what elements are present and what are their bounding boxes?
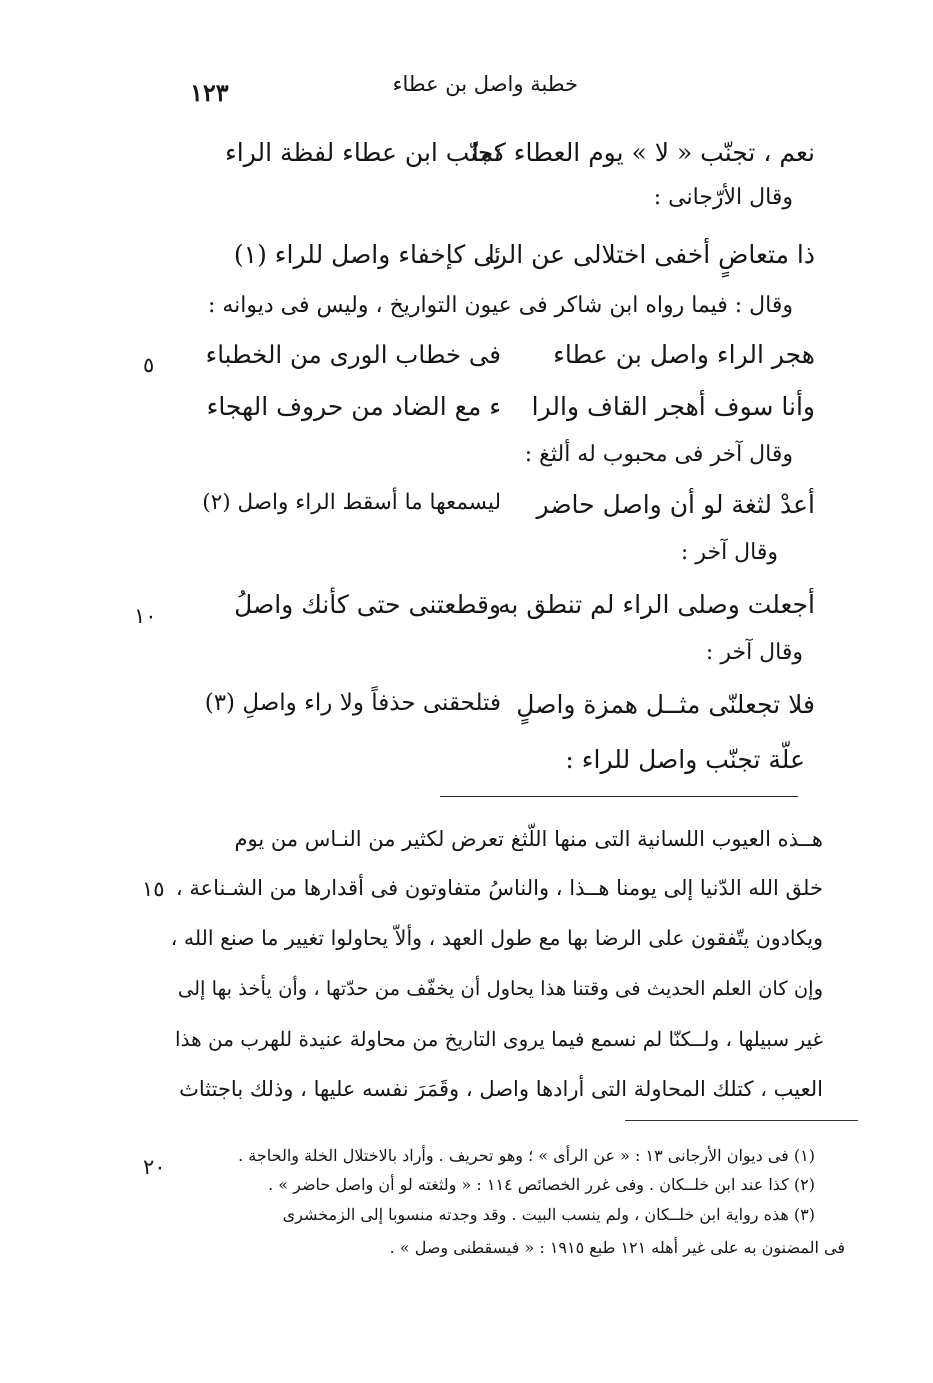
verse-3-first-hemistich: هجر الراء واصل بن عطاء xyxy=(553,340,815,369)
paragraph-line: هــذه العيوب اللسانية التى منها اللّثغ تعرض لكثير من النـاس من يوم xyxy=(234,827,823,851)
footnote-2: (٢) كذا عند ابن خلــكان . وفى غرر الخصائص ١١٤ : « ولثغته لو أن واصل حاضر » . xyxy=(268,1175,815,1194)
footnote-3-continuation: فى المضنون به على غير أهله ١٢١ طبع ١٩١٥ : « فيسقطنى وصل » . xyxy=(389,1238,845,1257)
section-divider xyxy=(440,796,798,797)
paragraph-line: غير سبيلها ، ولــكنّا لم نسمع فيما يروى التاريخ من محاولة عنيدة للهرب من هذا xyxy=(175,1027,823,1051)
verse-7-first-hemistich: فلا تجعلنّى مثــل همزة واصلٍ xyxy=(516,690,815,719)
footnote-3: (٣) هذه رواية ابن خلــكان ، ولم ينسب البيت . وقد وجدته منسوبا إلى الزمخشرى xyxy=(282,1205,815,1224)
paragraph-line: العيب ، كتلك المحاولة التى أرادها واصل ، وقَمَرَ نفسه عليها ، وذلك باجتثاث xyxy=(179,1077,823,1101)
paragraph-line: خلق الله الدّنيا إلى يومنا هــذا ، والناسُ متفاوتون فى أقدارها من الشـناعة ، xyxy=(175,876,823,900)
line-number: ٢٠ xyxy=(143,1155,166,1179)
verse-5-second-hemistich: ليسمعها ما أسقط الراء واصل (٢) xyxy=(202,490,501,515)
verse-3-second-hemistich: فى خطاب الورى من الخطباء xyxy=(205,340,501,369)
verse-2-first-hemistich: ذا متعاضٍ أخفى اختلالى عن الرا xyxy=(487,240,815,269)
footnote-1: (١) فى ديوان الأرجانى ١٣ : « عن الرأى » ؛ وهو تحريف . وأراد بالاختلال الخلة والحاجة . xyxy=(238,1146,815,1165)
verse-intro: وقال : فيما رواه ابن شاكر فى عيون التواريخ ، وليس فى ديوانه : xyxy=(207,293,793,318)
verse-5-first-hemistich: أعدْ لثغة لو أن واصل حاضر xyxy=(536,490,815,519)
paragraph-line: وإن كان العلم الحديث فى وقتنا هذا يحاول أن يخفّف من حدّتها ، وأن يأخذ بها إلى xyxy=(177,977,823,1000)
verse-1-first-hemistich: نعم ، تجنّب « لا » يوم العطاء كما xyxy=(471,138,815,167)
verse-6-first-hemistich: أجعلت وصلى الراء لم تنطق به xyxy=(498,590,815,619)
running-title: خطبة واصل بن عطاء xyxy=(392,72,578,96)
line-number: ١٠ xyxy=(134,604,157,628)
section-heading: علّة تجنّب واصل للراء : xyxy=(565,745,805,774)
verse-6-second-hemistich: وقطعتنى حتى كأنك واصلُ xyxy=(234,590,501,619)
verse-intro: وقال آخر : xyxy=(680,540,778,565)
page-number: ١٢٣ xyxy=(190,78,229,107)
verse-intro: وقال الأرّجانى : xyxy=(653,185,793,210)
verse-1-second-hemistich: تجنّب ابن عطاء لفظة الراء xyxy=(225,138,501,167)
paragraph-line: ويكادون يتّفقون على الرضا بها مع طول العهد ، وألاّ يحاولوا تغيير ما صنع الله ، xyxy=(170,926,823,950)
verse-7-second-hemistich: فتلحقنى حذفاً ولا راء واصلِ (٣) xyxy=(204,690,501,716)
footnote-separator xyxy=(625,1120,858,1121)
verse-intro: وقال آخر فى محبوب له ألثغ : xyxy=(524,442,793,467)
verse-4-second-hemistich: ء مع الضاد من حروف الهجاء xyxy=(206,392,501,421)
verse-2-second-hemistich: ئى كإخفاء واصل للراء (١) xyxy=(233,240,501,269)
verse-intro: وقال آخر : xyxy=(705,640,803,665)
line-number: ١٥ xyxy=(142,877,165,901)
line-number: ٥ xyxy=(143,353,155,377)
verse-4-first-hemistich: وأنا سوف أهجر القاف والرا xyxy=(531,392,815,421)
